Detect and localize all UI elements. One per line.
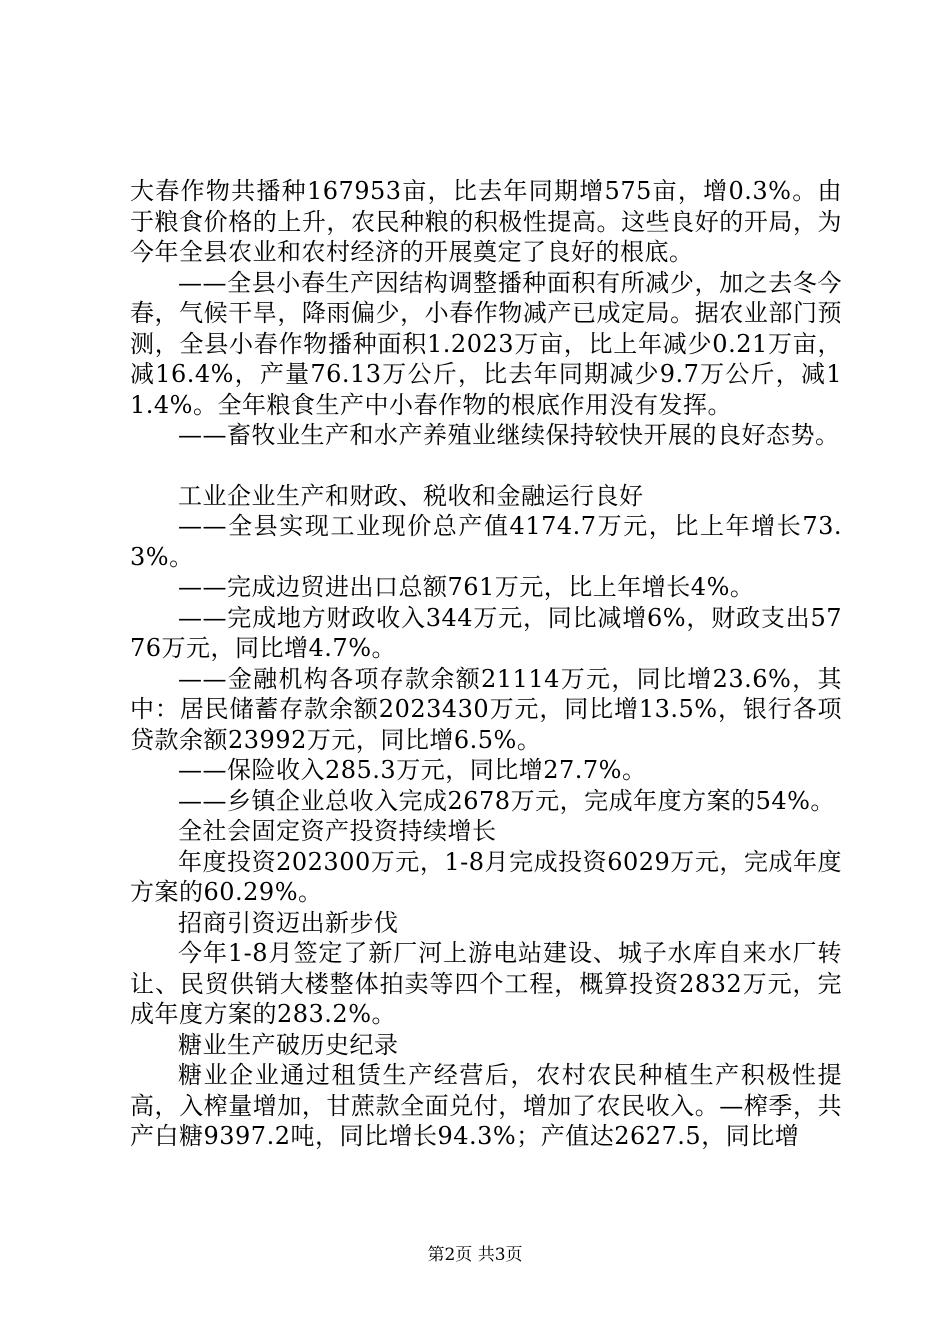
- paragraph-insurance: ——保险收入285.3万元，同比增27.7%。: [178, 756, 647, 784]
- paragraph-livestock: ——畜牧业生产和水产养殖业继续保持较快开展的良好态势。: [178, 421, 840, 449]
- paragraph-fiscal-revenue: ——完成地方财政收入344万元，同比减增6%，财政支出5776万元，同比增4.7%。: [130, 603, 842, 662]
- section-heading-attracting-investment: 招商引资迈出新步伐: [178, 908, 399, 937]
- paragraph-spring-crops: 大春作物共播种167953亩，比去年同期增575亩，增0.3%。由于粮食价格的上升，农民种粮的积极性提高。这些良好的开局，为今年全县农业和农村经济的开展奠定了良好的根底。: [130, 177, 842, 266]
- paragraph-small-spring-crops: ——全县小春生产因结构调整播种面积有所减少，加之去冬今春，气候干旱，降雨偏少，小春作物减产已成定局。据农业部门预测，全县小春作物播种面积1.2023万亩，比上年减少0.21万亩，减16.4%，产量76.13万公斤，比去年同期减少9.7万公斤，减11.4%。全年粮食生产中小春作物的根底作用没有发挥。: [130, 268, 842, 419]
- paragraph-industrial-output: ——全县实现工业现价总产值4174.7万元，比上年增长73.3%。: [130, 512, 842, 571]
- page-number-footer: 第2页 共3页: [427, 1245, 523, 1265]
- paragraph-annual-investment: 年度投资202300万元，1-8月完成投资6029万元，完成年度方案的60.29%。: [130, 847, 842, 906]
- section-heading-sugar: 糖业生产破历史纪录: [178, 1030, 399, 1059]
- paragraph-gap: [130, 451, 842, 481]
- paragraph-financial-deposits: ——金融机构各项存款余额21114万元，同比增23.6%，其中：居民储蓄存款余额2023430万元，同比增13.5%，银行各项贷款余额23992万元，同比增6.5%。: [130, 664, 842, 754]
- paragraph-sugar-production: 糖业企业通过租赁生产经营后，农村农民种植生产积极性提高，入榨量增加，甘蔗款全面兑付，增加了农民收入。—榨季，共产白糖9397.2吨，同比增长94.3%；产值达2627.5，同比增: [130, 1061, 842, 1150]
- paragraph-border-trade: ——完成边贸进出口总额761万元，比上年增长4%。: [178, 573, 755, 601]
- section-heading-investment: 全社会固定资产投资持续增长: [178, 817, 497, 845]
- paragraph-projects: 今年1-8月签定了新厂河上游电站建设、城子水库自来水厂转让、民贸供销大楼整体拍卖等四个工程，概算投资2832万元，完成年度方案的283.2%。: [130, 939, 842, 1028]
- section-heading-industry: 工业企业生产和财政、税收和金融运行良好: [178, 481, 644, 510]
- paragraph-township-enterprises: ——乡镇企业总收入完成2678万元，完成年度方案的54%。: [178, 786, 835, 815]
- document-body: [130, 176, 842, 1152]
